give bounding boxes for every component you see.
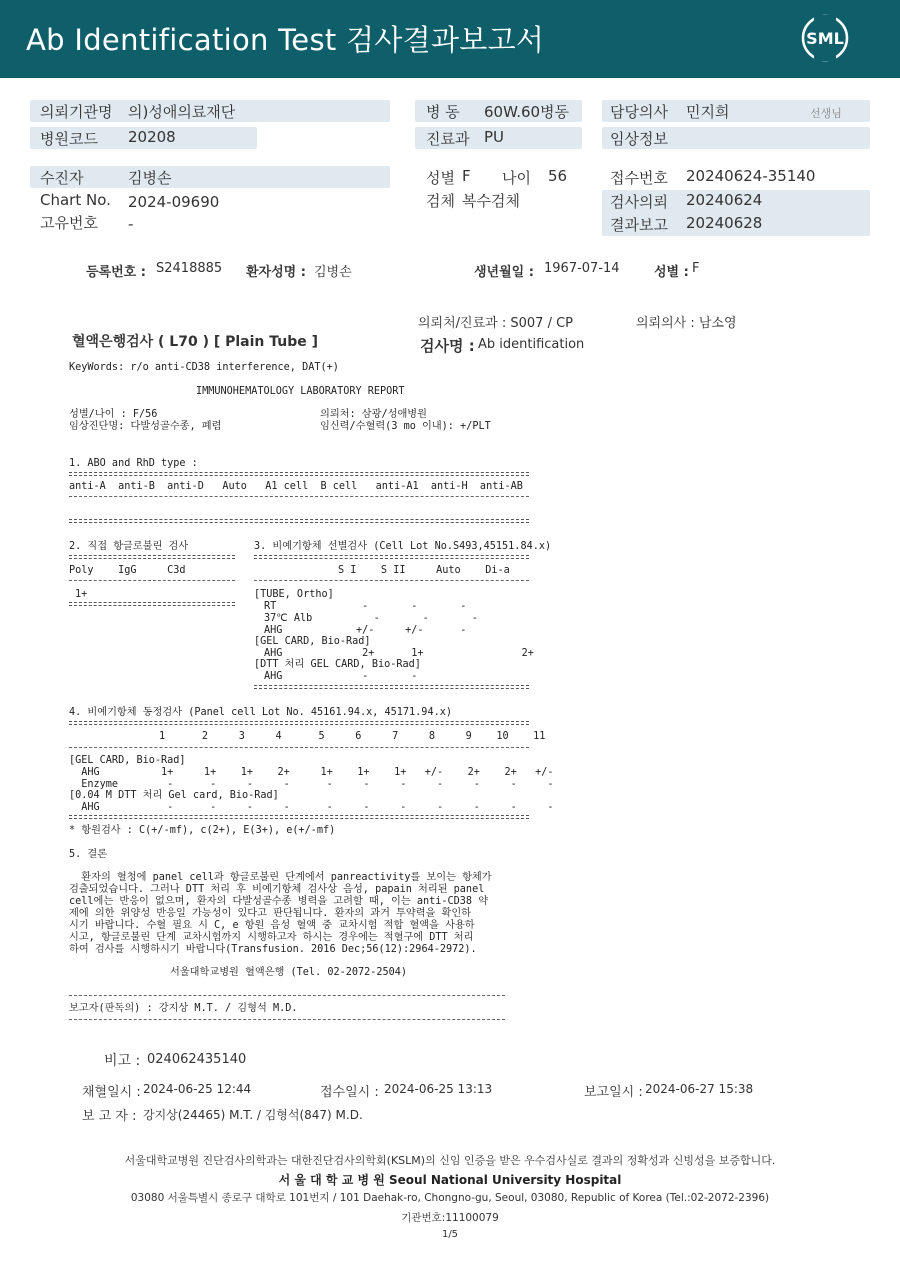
test-name-label: 검사명 : <box>420 337 475 355</box>
s1-title: 1. ABO and RhD type : <box>69 458 198 469</box>
s2-title: 2. 직접 항글로불린 검사 <box>69 541 189 552</box>
rule <box>69 496 529 497</box>
logo-text: SML <box>806 29 844 48</box>
cert-notice: 서울대학교병원 진단검사의학과는 대한진단검사의학회(KSLM)의 신임 인증을 받은 우수검사실로 결과의 정확성과 신빙성을 보증합니다. <box>124 1154 776 1167</box>
name-label: 환자성명 : <box>246 265 306 280</box>
s3-dtt: [DTT 처리 GEL CARD, Bio-Rad] <box>254 659 421 670</box>
patient-label: 수진자 <box>40 169 84 187</box>
reporter-value: 강지상(24465) M.T. / 김형석(847) M.D. <box>143 1108 363 1122</box>
name-value: 김병손 <box>314 265 352 280</box>
s5-line-6: 시고, 항글로불린 단계 교차시험까지 시행하고자 하시는 경우에는 적혈구에 DTT 처리 <box>69 932 474 943</box>
referral: 의뢰처/진료과 : S007 / CP <box>418 316 573 331</box>
rule <box>69 815 529 819</box>
uid-value: - <box>128 215 134 233</box>
clinical-label: 임상정보 <box>610 130 668 148</box>
rule <box>254 555 529 559</box>
age-value: 56 <box>548 167 568 185</box>
s4-ahg: AHG 1+ 1+ 1+ 2+ 1+ 1+ 1+ +/- 2+ 2+ +/- <box>69 767 554 778</box>
s1-header: anti-A anti-B anti-D Auto A1 cell B cell anti-A1 anti-H anti-AB <box>69 481 523 492</box>
doctor-suffix: 선생님 <box>810 107 842 120</box>
collect-value: 2024-06-25 12:44 <box>143 1082 252 1096</box>
s3-rt: RT - - - <box>264 601 467 612</box>
s4-dtt: [0.04 M DTT 처리 Gel card, Bio-Rad] <box>69 790 279 801</box>
remarks-value: 024062435140 <box>147 1052 247 1067</box>
specimen-label: 검체 <box>426 192 455 210</box>
receipt-value: 20240624-35140 <box>686 167 816 185</box>
reportdt-value: 2024-06-27 15:38 <box>645 1082 754 1096</box>
keywords: KeyWords: r/o anti-CD38 interference, DAT(+) <box>69 362 339 373</box>
s5-line-1: 환자의 혈청에 panel cell과 항글로불린 단계에서 panreactivity를 보이는 항체가 <box>69 872 492 883</box>
antigen-test: * 항원검사 : C(+/-mf), c(2+), E(3+), e(+/-mf) <box>69 825 336 836</box>
reporter-label: 보 고 자 : <box>82 1109 137 1124</box>
doctor-value: 민지희 <box>686 103 730 121</box>
report-value: 20240628 <box>686 214 763 232</box>
ref-doctor: 의뢰의사 : 남소영 <box>636 316 737 331</box>
refer-hosp: 의뢰처: 삼광/성애병원 <box>320 409 427 420</box>
request-label: 검사의뢰 <box>610 193 668 211</box>
bloodbank-line: 서울대학교병원 혈액은행 (Tel. 02-2072-2504) <box>170 967 408 978</box>
rule <box>69 1019 505 1020</box>
sex-line-value: F <box>692 261 700 276</box>
s3-header: S I S II Auto Di-a <box>338 565 510 576</box>
s5-line-3: cell에는 반응이 없으며, 환자의 다발성골수종 병력을 고려할 때, 이는 anti-CD38 약 <box>69 896 489 907</box>
sex-label: 성별 <box>426 169 455 187</box>
s5-line-5: 시기 바랍니다. 수혈 필요 시 C, e 항원 음성 혈액 중 교차시험 적합 혈액을 사용하 <box>69 920 475 931</box>
reporter-line: 보고자(판독의) : 강지상 M.T. / 김형석 M.D. <box>69 1003 298 1014</box>
s3-gel: [GEL CARD, Bio-Rad] <box>254 636 371 647</box>
org-value: 의)성애의료재단 <box>128 103 236 121</box>
pregnancy: 임신력/수혈력(3 mo 이내): +/PLT <box>320 421 491 432</box>
rule <box>69 995 505 996</box>
s3-ahg: AHG +/- +/- - <box>264 625 467 636</box>
s4-dtt-ahg: AHG - - - - - - - - - - - <box>69 802 554 813</box>
s5-line-2: 검출되었습니다. 그러나 DTT 처리 후 비예기항체 검사상 음성, papain 처리된 panel <box>69 884 485 895</box>
s3-dtt-ahg: AHG - - <box>264 671 418 682</box>
s4-header: 1 2 3 4 5 6 7 8 9 10 11 <box>159 731 546 742</box>
dob-label: 생년월일 : <box>474 265 534 280</box>
s4-gel: [GEL CARD, Bio-Rad] <box>69 755 186 766</box>
sex-line-label: 성별 : <box>654 265 689 280</box>
rule <box>69 721 529 725</box>
diagnosis: 임상진단명: 다발성골수종, 폐렴 <box>69 421 222 432</box>
remarks-label: 비고 : <box>104 1053 141 1069</box>
report-title: Ab Identification Test 검사결과보고서 <box>26 23 545 57</box>
sml-logo <box>800 13 850 63</box>
rule <box>254 685 529 689</box>
rule <box>254 580 529 581</box>
reportdt-label: 보고일시 : <box>584 1085 643 1100</box>
test-name-value: Ab identification <box>478 337 585 352</box>
s5-line-7: 하여 검사를 시행하시기 바랍니다(Transfusion. 2016 Dec;56(12):2964-2972). <box>69 944 477 955</box>
chart-label: Chart No. <box>40 191 111 209</box>
doctor-label: 담당의사 <box>610 103 668 121</box>
receive-label: 접수일시 : <box>320 1085 379 1100</box>
sex-value: F <box>462 167 471 185</box>
receipt-label: 접수번호 <box>610 169 668 187</box>
institution-number: 기관번호:11100079 <box>401 1212 499 1224</box>
s3-alb: 37℃ Alb - - - <box>264 613 478 624</box>
hospital-name: 서 울 대 학 교 병 원 Seoul National University Hospital <box>278 1173 622 1187</box>
rule <box>69 472 529 476</box>
reg-value: S2418885 <box>156 261 223 276</box>
patient-row <box>30 166 390 188</box>
rule <box>69 602 235 606</box>
lab-title: IMMUNOHEMATOLOGY LABORATORY REPORT <box>196 386 405 397</box>
sexage: 성별/나이 : F/56 <box>69 409 158 420</box>
code-label: 병원코드 <box>40 130 98 148</box>
specimen-value: 복수검체 <box>462 192 520 210</box>
request-value: 20240624 <box>686 191 763 209</box>
s5-title: 5. 결론 <box>69 849 108 860</box>
uid-label: 고유번호 <box>40 214 98 232</box>
rule <box>69 580 235 581</box>
receive-value: 2024-06-25 13:13 <box>384 1082 493 1096</box>
age-label: 나이 <box>502 169 531 187</box>
dept-label: 진료과 <box>426 130 470 148</box>
code-value: 20208 <box>128 128 176 146</box>
rule <box>69 747 529 748</box>
dept-value: PU <box>484 128 505 146</box>
s4-enzyme: Enzyme - - - - - - - - - - - <box>69 779 554 790</box>
ward-value: 60W.60병동 <box>484 103 570 121</box>
rule <box>69 519 529 523</box>
hospital-address: 03080 서울특별시 종로구 대학로 101번지 / 101 Daehak-ro, Chongno-gu, Seoul, 03080, Republic of Korea (Tel.:02-2072-2396) <box>130 1192 770 1204</box>
report-label: 결과보고 <box>610 216 668 234</box>
ward-label: 병 동 <box>426 103 460 121</box>
s3-gel-ahg: AHG 2+ 1+ 2+ <box>264 648 534 659</box>
s3-tube: [TUBE, Ortho] <box>254 589 334 600</box>
reg-label: 등록번호 : <box>86 265 146 280</box>
org-label: 의뢰기관명 <box>40 103 113 121</box>
s5-line-4: 제에 의한 위양성 반응일 가능성이 있다고 판단됩니다. 환자의 과거 투약력을 확인하 <box>69 908 472 919</box>
rule <box>69 555 235 559</box>
collect-label: 채혈일시 : <box>82 1085 141 1100</box>
s4-title: 4. 비예기항체 동정검사 (Panel cell Lot No. 45161.94.x, 45171.94.x) <box>69 707 452 718</box>
dob-value: 1967-07-14 <box>544 261 620 276</box>
patient-value: 김병손 <box>128 169 172 187</box>
page-number: 1/5 <box>441 1229 459 1240</box>
test-title: 혈액은행검사 ( L70 ) [ Plain Tube ] <box>72 334 319 350</box>
s3-title: 3. 비예기항체 선별검사 (Cell Lot No.S493,45151.84.x) <box>254 541 552 552</box>
s2-result: 1+ <box>75 589 88 600</box>
s2-header: Poly IgG C3d <box>69 565 186 576</box>
chart-value: 2024-09690 <box>128 193 220 211</box>
